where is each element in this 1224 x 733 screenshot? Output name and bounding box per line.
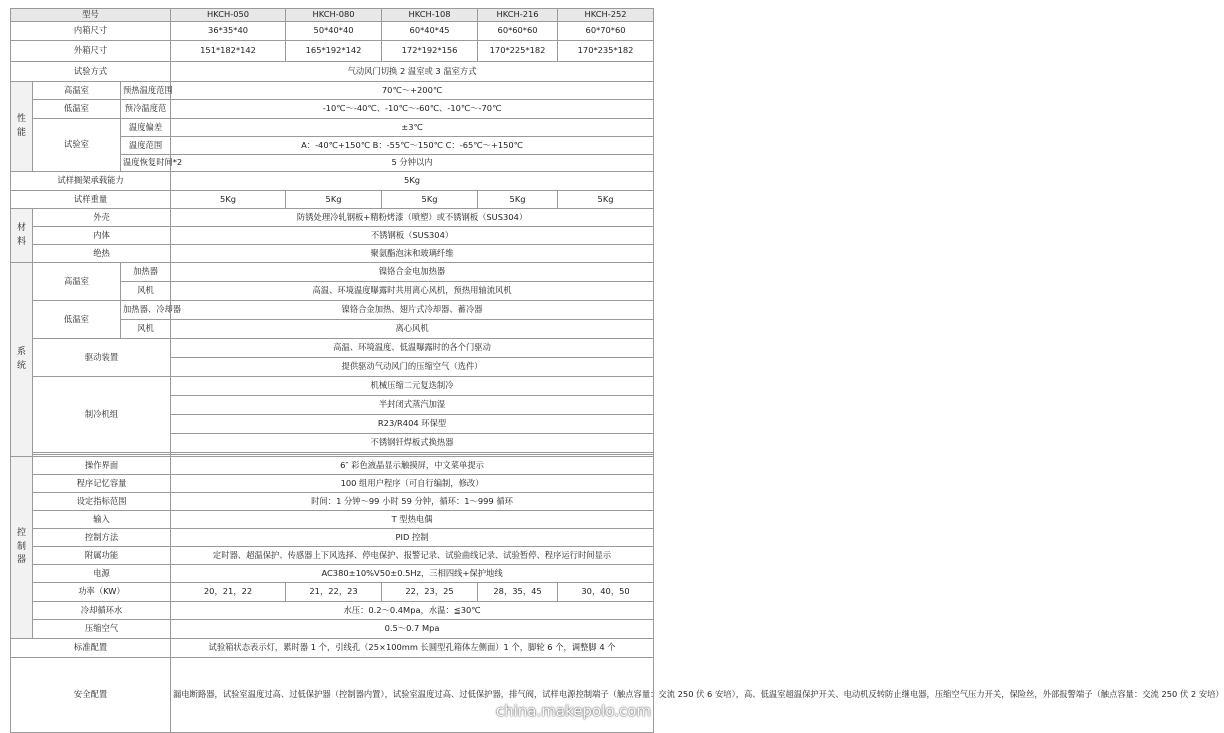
inner-body-value: 不锈钢板（SUS304） xyxy=(171,227,654,245)
row-heater xyxy=(11,263,654,282)
temp-range-value: A：-40℃+150℃ B：-55℃～150℃ C：-65℃～+150℃ xyxy=(171,137,654,155)
row-refrig-1 xyxy=(11,377,654,396)
heater-value: 镍铬合金电加热器 xyxy=(171,263,654,282)
preheat-label: 预热温度范围 xyxy=(121,82,171,100)
power-value-5: 30，40，50 xyxy=(558,583,654,602)
air-label: 压缩空气 xyxy=(33,620,171,639)
section-performance: 性 能 xyxy=(11,82,33,172)
power-value-2: 21，22，23 xyxy=(286,583,382,602)
sample-weight-4: 5Kg xyxy=(478,191,558,209)
standard-value: 试验箱状态表示灯，累时器 1 个，引线孔（25×100mm 长圆型孔箱体左侧面）1 个，脚轮 6 个，调整脚 4 个 xyxy=(171,639,654,658)
section-controller: 控 制 器 xyxy=(11,457,33,639)
outer-size-1: 151*182*142 xyxy=(171,41,286,62)
precool-value: -10℃～-40℃、-10℃～-60℃、-10℃～-70℃ xyxy=(171,100,654,119)
temp-dev-label: 温度偏差 xyxy=(121,119,171,137)
temp-dev-value: ±3℃ xyxy=(171,119,654,137)
recovery-value: 5 分钟以内 xyxy=(171,155,654,172)
ctrl-label-5: 控制方法 xyxy=(33,529,171,547)
row-ctrl-input xyxy=(11,511,654,529)
model-1: HKCH-050 xyxy=(171,9,286,22)
load-capacity-label: 试样搁架承载能力 xyxy=(11,172,171,191)
high-room-label: 高温室 xyxy=(33,82,121,100)
safety-value: 漏电断路器，试验室温度过高、过低保护器（控制器内置），试验室温度过高、过低保护器，排气阀，试样电源控制端子（触点容量：交流 250 伏 6 安培），高、低温室超温保护开关、电动机反转防止继电器，压缩空气压力开关，保险丝，外部报警端子（触点容量：交流 250 伏 2 安培） xyxy=(171,658,654,733)
row-ctrl-aux xyxy=(11,547,654,565)
heater-label: 加热器 xyxy=(121,263,171,282)
power-label: 功率（KW） xyxy=(33,583,171,602)
ctrl-value-1: 6″ 彩色液晶显示触摸屏，中文菜单提示 xyxy=(171,457,654,475)
row-temp-dev xyxy=(11,119,654,137)
section-materials: 材 料 xyxy=(11,209,33,263)
sample-weight-5: 5Kg xyxy=(558,191,654,209)
power-value-3: 22，23，25 xyxy=(382,583,478,602)
row-inner-size xyxy=(11,22,654,41)
row-ctrl-range xyxy=(11,493,654,511)
row-safety xyxy=(11,658,654,733)
watermark: china.makepolo.com xyxy=(495,702,651,720)
outer-size-3: 172*192*156 xyxy=(382,41,478,62)
row-sample-weight xyxy=(11,191,654,209)
row-load-capacity xyxy=(11,172,654,191)
cooling-value: 水压：0.2～0.4Mpa，水温：≦30℃ xyxy=(171,602,654,620)
drive-value-2: 提供驱动气动风门的压缩空气（选件） xyxy=(171,358,654,377)
row-ctrl-method xyxy=(11,529,654,547)
row-standard xyxy=(11,639,654,658)
drive-label: 驱动装置 xyxy=(33,339,171,377)
model-2: HKCH-080 xyxy=(286,9,382,22)
drive-value-1: 高温、环境温度、低温曝露时的各个门驱动 xyxy=(171,339,654,358)
air-value: 0.5～0.7 Mpa xyxy=(171,620,654,639)
ctrl-label-2: 程序记忆容量 xyxy=(33,475,171,493)
ctrl-label-4: 输入 xyxy=(33,511,171,529)
refrig-label: 制冷机组 xyxy=(33,377,171,453)
row-ctrl-memory xyxy=(11,475,654,493)
model-label: 型号 xyxy=(11,9,171,22)
row-test-method xyxy=(11,62,654,82)
recovery-label: 温度恢复时间*2 xyxy=(121,155,171,172)
fan2-value: 离心风机 xyxy=(171,320,654,339)
outer-size-label: 外箱尺寸 xyxy=(11,41,171,62)
row-inner-body xyxy=(11,227,654,245)
inner-body-label: 内体 xyxy=(33,227,171,245)
preheat-value: 70℃～+200℃ xyxy=(171,82,654,100)
outer-size-4: 170*225*182 xyxy=(478,41,558,62)
ctrl-value-2: 100 组用户程序（可自行编制，修改） xyxy=(171,475,654,493)
heater-cooler-label: 加热器、冷却器 xyxy=(121,301,171,320)
refrig-value-2: 半封闭式蒸汽加湿 xyxy=(171,396,654,415)
refrig-value-1: 机械压缩二元复迭制冷 xyxy=(171,377,654,396)
insulation-label: 绝热 xyxy=(33,245,171,263)
ctrl-label-6: 附属功能 xyxy=(33,547,171,565)
shell-value: 防锈处理冷轧钢板+精粉烤漆（喷塑）或不锈钢板（SUS304） xyxy=(171,209,654,227)
section-system: 系 统 xyxy=(11,263,33,457)
temp-range-label: 温度范围 xyxy=(121,137,171,155)
fan-value: 高温、环境温度曝露时共用离心风机，预热用轴流风机 xyxy=(171,282,654,301)
sample-weight-1: 5Kg xyxy=(171,191,286,209)
sys-high-room-label: 高温室 xyxy=(33,263,121,301)
ctrl-value-4: T 型热电偶 xyxy=(171,511,654,529)
outer-size-5: 170*235*182 xyxy=(558,41,654,62)
low-room-label: 低温室 xyxy=(33,100,121,119)
cooling-label: 冷却循环水 xyxy=(33,602,171,620)
refrig-value-4: 不锈钢钎焊板式换热器 xyxy=(171,434,654,453)
ctrl-label-3: 设定指标范围 xyxy=(33,493,171,511)
row-cooling-water xyxy=(11,602,654,620)
power-value-4: 28，35，45 xyxy=(478,583,558,602)
ctrl-label-1: 操作界面 xyxy=(33,457,171,475)
fan2-label: 风机 xyxy=(121,320,171,339)
load-capacity-value: 5Kg xyxy=(171,172,654,191)
sample-weight-3: 5Kg xyxy=(382,191,478,209)
ctrl-value-6: 定时器、超温保护、传感器上下风选择、停电保护、报警记录、试验曲线记录、试验暂停、程序运行时间显示 xyxy=(171,547,654,565)
row-ctrl-ui xyxy=(11,457,654,475)
safety-label: 安全配置 xyxy=(11,658,171,733)
ctrl-value-3: 时间：1 分钟～99 小时 59 分钟，循环：1～999 循环 xyxy=(171,493,654,511)
row-insulation xyxy=(11,245,654,263)
precool-label: 预冷温度范 xyxy=(121,100,171,119)
row-drive-1 xyxy=(11,339,654,358)
row-heater-cooler xyxy=(11,301,654,320)
row-precool xyxy=(11,100,654,119)
ctrl-label-7: 电源 xyxy=(33,565,171,583)
sample-weight-label: 试样重量 xyxy=(11,191,171,209)
refrig-value-3: R23/R404 环保型 xyxy=(171,415,654,434)
inner-size-4: 60*60*60 xyxy=(478,22,558,41)
fan-label: 风机 xyxy=(121,282,171,301)
test-method-value: 气动风门切换 2 温室或 3 温室方式 xyxy=(171,62,654,82)
shell-label: 外壳 xyxy=(33,209,171,227)
inner-size-2: 50*40*40 xyxy=(286,22,382,41)
inner-size-1: 36*35*40 xyxy=(171,22,286,41)
model-4: HKCH-216 xyxy=(478,9,558,22)
inner-size-label: 内箱尺寸 xyxy=(11,22,171,41)
spec-table xyxy=(10,8,1224,733)
row-outer-size xyxy=(11,41,654,62)
heater-cooler-value: 镍铬合金加热、翅片式冷却器、蓄冷器 xyxy=(171,301,654,320)
row-preheat xyxy=(11,82,654,100)
outer-size-2: 165*192*142 xyxy=(286,41,382,62)
insulation-value: 聚氨酯泡沫和玻璃纤维 xyxy=(171,245,654,263)
model-5: HKCH-252 xyxy=(558,9,654,22)
row-power-kw xyxy=(11,583,654,602)
standard-label: 标准配置 xyxy=(11,639,171,658)
test-room-label: 试验室 xyxy=(33,119,121,172)
ctrl-value-5: PID 控制 xyxy=(171,529,654,547)
sys-low-room-label: 低温室 xyxy=(33,301,121,339)
ctrl-value-7: AC380±10%V50±0.5Hz，三相四线+保护地线 xyxy=(171,565,654,583)
sample-weight-2: 5Kg xyxy=(286,191,382,209)
inner-size-5: 60*70*60 xyxy=(558,22,654,41)
row-shell xyxy=(11,209,654,227)
model-3: HKCH-108 xyxy=(382,9,478,22)
row-ctrl-power-supply xyxy=(11,565,654,583)
row-compressed-air xyxy=(11,620,654,639)
inner-size-3: 60*40*45 xyxy=(382,22,478,41)
test-method-label: 试验方式 xyxy=(11,62,171,82)
row-model xyxy=(11,9,654,22)
power-value-1: 20，21，22 xyxy=(171,583,286,602)
